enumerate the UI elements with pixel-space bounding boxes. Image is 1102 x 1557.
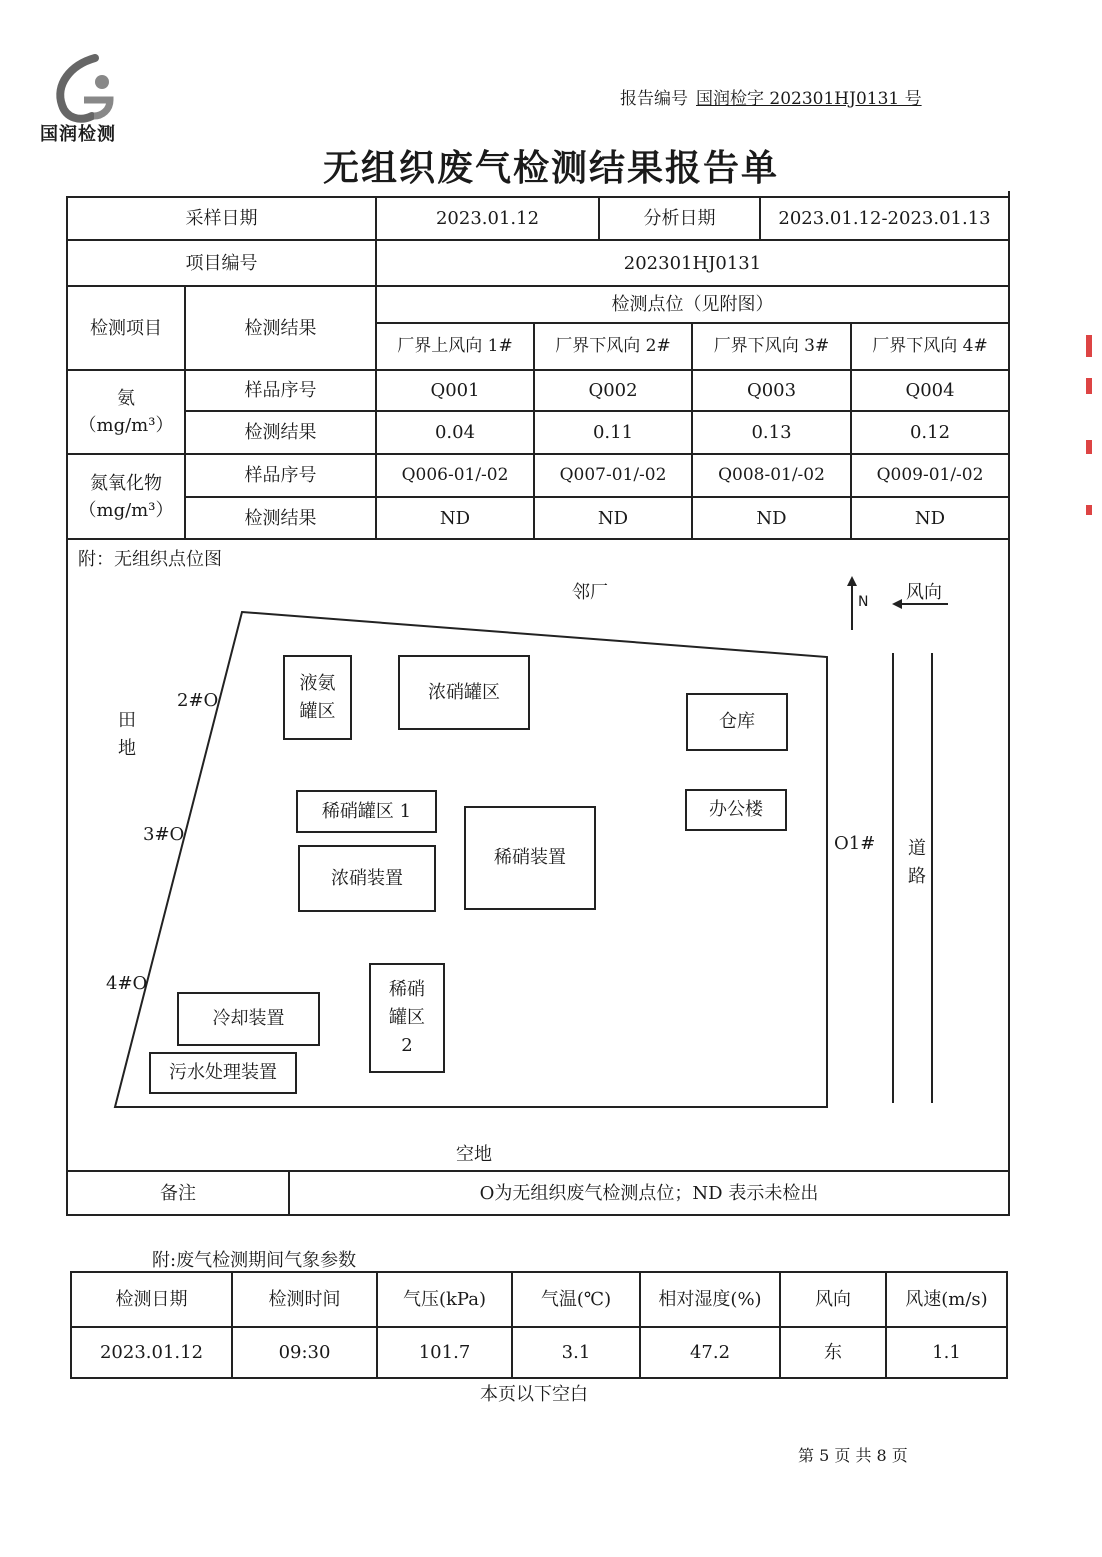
ammonia-value-3: 0.13: [751, 422, 792, 443]
ammonia-name: 氨: [117, 388, 135, 409]
ammonia-sample-3: Q003: [746, 380, 797, 401]
road-line-west: [892, 653, 894, 1103]
facility-dilute-nitric-unit: 稀硝装置: [464, 806, 596, 910]
nox-name: 氮氧化物: [90, 472, 162, 494]
monitor-point-2: 2#O: [177, 690, 219, 711]
facility-liquid-ammonia-tanks: 液氨罐区: [283, 655, 352, 740]
monitor-point-4: 4#O: [106, 973, 148, 994]
facility-wastewater-unit: 污水处理装置: [149, 1052, 297, 1094]
weather-value-wind-direction: 东: [824, 1342, 842, 1363]
weather-value-temperature: 3.1: [561, 1342, 591, 1363]
weather-header-wind-direction: 风向: [815, 1289, 851, 1310]
ammonia-value-2: 0.11: [592, 422, 634, 443]
nox-sample-label: 样品序号: [244, 465, 317, 486]
facility-dilute-nitric-tanks-2: 稀硝罐区2: [369, 963, 445, 1073]
weather-value-wind-speed: 1.1: [932, 1342, 961, 1363]
sampling-date-value: 2023.01.12: [435, 208, 540, 229]
ammonia-value-1: 0.04: [434, 422, 476, 443]
south-vacant-label: 空地: [456, 1144, 492, 1165]
point-2-header: 厂界下风向 2#: [555, 335, 671, 356]
north-neighbor-label: 邻厂: [572, 582, 608, 603]
nox-item: [68, 455, 184, 538]
weather-value-humidity: 47.2: [689, 1342, 731, 1363]
item-header: 检测项目: [90, 317, 162, 339]
ammonia-sample-2: Q002: [588, 380, 638, 401]
weather-header-pressure: 气压(kPa): [403, 1289, 486, 1310]
weather-header-time: 检测时间: [268, 1289, 341, 1310]
point-3-header: 厂界下风向 3#: [713, 335, 830, 356]
nox-sample-4: Q009-01/-02: [876, 464, 984, 485]
wind-label: 风向: [906, 582, 942, 603]
facility-conc-nitric-tanks: 浓硝罐区: [398, 655, 530, 730]
facility-warehouse: 仓库: [686, 693, 788, 751]
seal-edge-mark: [1086, 505, 1092, 515]
page-title: 无组织废气检测结果报告单: [322, 148, 779, 189]
weather-header-temperature: 气温(℃): [540, 1289, 612, 1310]
ammonia-value-4: 0.12: [909, 422, 951, 443]
ammonia-unit: （mg/m³）: [78, 415, 174, 436]
ammonia-result-label: 检测结果: [244, 422, 317, 443]
ammonia-item: [68, 371, 184, 453]
nox-value-2: ND: [597, 507, 629, 529]
seal-edge-mark: [1086, 440, 1092, 454]
nox-value-1: ND: [439, 507, 471, 529]
analysis-date-label: 分析日期: [643, 208, 716, 229]
seal-edge-mark: [1086, 378, 1092, 394]
point-1-header: 厂界上风向 1#: [397, 335, 513, 356]
north-label: N: [858, 594, 869, 610]
ammonia-sample-label: 样品序号: [244, 380, 317, 401]
monitor-point-1: O1#: [834, 833, 876, 854]
nox-result-label: 检测结果: [244, 507, 317, 529]
nox-sample-3: Q008-01/-02: [718, 464, 825, 485]
weather-header-humidity: 相对湿度(%): [658, 1289, 762, 1310]
seal-edge-mark: [1086, 335, 1092, 357]
sampling-date-label: 采样日期: [185, 208, 258, 229]
map-caption: 附：无组织点位图: [78, 549, 222, 570]
nox-unit: （mg/m³）: [78, 499, 174, 521]
points-header: 检测点位（见附图）: [611, 294, 774, 315]
weather-header-date: 检测日期: [115, 1289, 188, 1310]
facility-cooling-unit: 冷却装置: [177, 992, 320, 1046]
project-no-value: 202301HJ0131: [623, 252, 762, 274]
logo-text: 国润检测: [40, 124, 116, 145]
facility-dilute-nitric-tanks-1: 稀硝罐区 1: [296, 790, 437, 833]
road-line-east: [931, 653, 933, 1103]
nox-value-4: ND: [914, 507, 946, 529]
page-number: 第 5 页 共 8 页: [798, 1446, 908, 1465]
road-label: 道路: [905, 838, 926, 894]
result-header: 检测结果: [244, 317, 317, 339]
nox-value-3: ND: [756, 507, 787, 529]
weather-value-date: 2023.01.12: [99, 1342, 204, 1363]
west-field-label: 田地: [115, 710, 136, 766]
report-number-label: 报告编号: [620, 89, 688, 109]
weather-caption: 附:废气检测期间气象参数: [152, 1250, 357, 1271]
monitor-point-3: 3#O: [143, 824, 185, 845]
ammonia-sample-1: Q001: [430, 380, 480, 401]
wind-arrow-icon: [892, 596, 950, 612]
nox-sample-1: Q006-01/-02: [401, 464, 509, 485]
weather-value-pressure: 101.7: [418, 1342, 471, 1363]
report-number-value: 国润检字 202301HJ0131 号: [696, 89, 922, 109]
blank-note: 本页以下空白: [480, 1384, 588, 1405]
report-number: [620, 84, 922, 109]
nox-sample-2: Q007-01/-02: [559, 464, 667, 485]
analysis-date-value: 2023.01.12-2023.01.13: [778, 208, 991, 229]
weather-value-time: 09:30: [278, 1342, 331, 1363]
point-4-header: 厂界下风向 4#: [872, 335, 988, 356]
ammonia-sample-4: Q004: [905, 380, 955, 401]
facility-office: 办公楼: [685, 789, 787, 831]
project-no-label: 项目编号: [185, 252, 258, 274]
weather-header-wind-speed: 风速(m/s): [905, 1289, 988, 1310]
remarks-text: O为无组织废气检测点位；ND 表示未检出: [479, 1182, 819, 1204]
remarks-label: 备注: [160, 1182, 196, 1204]
facility-conc-nitric-unit: 浓硝装置: [298, 845, 436, 912]
